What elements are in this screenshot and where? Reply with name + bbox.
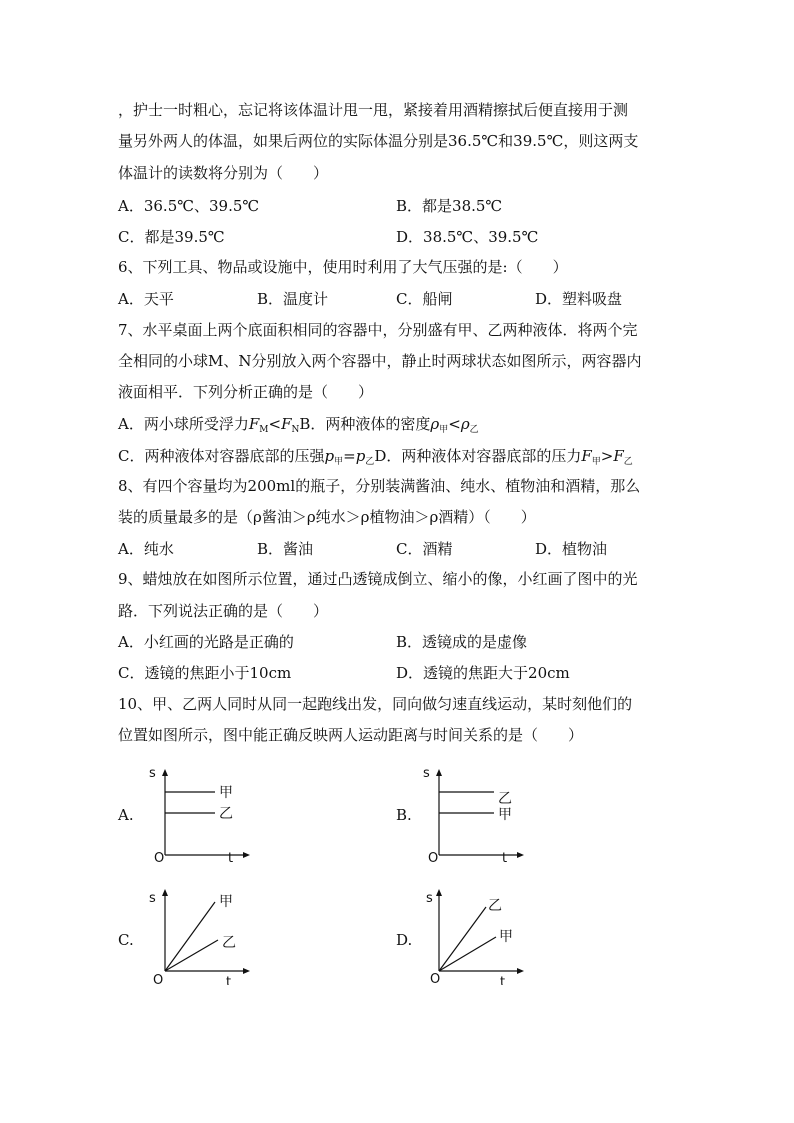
q10-line-1: 10、甲、乙两人同时从同一起跑线出发，同向做匀速直线运动，某时刻他们的 [118, 695, 633, 713]
q7-force-symbol-2: F [281, 415, 292, 433]
graph-b [414, 765, 534, 865]
q9-option-a: A．小红画的光路是正确的 [118, 633, 294, 651]
graph-d-x-label: t [500, 975, 506, 985]
graph-c [140, 885, 260, 985]
q9-line-1: 9、蜡烛放在如图所示位置，通过凸透镜成倒立、缩小的像，小红画了图中的光 [118, 570, 638, 588]
q8-option-c: C．酒精 [396, 540, 453, 558]
graph-a-lower-label: 乙 [219, 806, 233, 822]
q8-option-a: A．纯水 [118, 540, 174, 558]
q7-sub-jia-c: 甲 [334, 457, 344, 467]
q7-line-3: 液面相平．下列分析正确的是（ ） [118, 383, 374, 401]
graph-a-y-label: s [149, 766, 156, 781]
graph-d-upper-label: 乙 [488, 898, 502, 914]
graph-a-x-label: t [228, 851, 234, 865]
graph-b-lower-label: 甲 [498, 807, 512, 823]
graph-b-y-arrow [436, 769, 442, 776]
q7-option-ab [118, 414, 479, 440]
q9-line-2: 路．下列说法正确的是（ ） [118, 602, 329, 620]
q7-option-cd [118, 446, 633, 472]
q5-line-3: 体温计的读数将分别为（ ） [118, 164, 329, 182]
q7-pressure-symbol-2: p [355, 447, 366, 465]
q5-option-c: C．都是39.5℃ [118, 228, 225, 246]
graph-c-upper-line [165, 902, 215, 971]
q5-line-1: ，护士一时粗心，忘记将该体温计甩一甩，紧接着用酒精擦拭后便直接用于测 [118, 101, 629, 119]
graph-c-origin: O [153, 973, 164, 985]
graph-b-x-label: t [502, 851, 508, 865]
q7-equals: = [343, 447, 356, 465]
q5-option-d: D．38.5℃、39.5℃ [396, 228, 539, 246]
q7-greater-than: > [600, 447, 614, 465]
q6-option-a: A．天平 [118, 290, 174, 308]
graph-d-upper-line [439, 907, 486, 971]
graph-c-lower-label: 乙 [222, 935, 236, 951]
q7-sub-n: N [291, 425, 300, 435]
graph-d-y-label: s [426, 891, 433, 906]
q7-line-2: 全相同的小球M、N分别放入两个容器中，静止时两球状态如图所示，两容器内 [118, 352, 642, 370]
graph-a-y-arrow [162, 769, 168, 776]
q6-option-d: D．塑料吸盘 [535, 290, 623, 308]
graph-d [414, 885, 534, 985]
q7-option-c-text: C．两种液体对容器底部的压强 [118, 447, 325, 465]
q7-less-than-2: < [448, 415, 461, 433]
graph-a-upper-label: 甲 [219, 785, 233, 801]
graph-b-x-arrow [517, 852, 524, 858]
q9-option-d: D．透镜的焦距大于20cm [396, 664, 570, 682]
graph-a [140, 765, 260, 865]
q6-stem: 6、下列工具、物品或设施中，使用时利用了大气压强的是:（ ） [118, 258, 568, 276]
q7-pressure-symbol: p [324, 447, 335, 465]
q7-rho-symbol-2: ρ [460, 415, 470, 433]
graph-a-origin: O [154, 851, 165, 865]
graph-c-x-label: t [226, 975, 232, 985]
q10-line-2: 位置如图所示，图中能正确反映两人运动距离与时间关系的是（ ） [118, 726, 584, 744]
q6-option-b: B．温度计 [257, 290, 329, 308]
q5-option-b: B．都是38.5℃ [396, 197, 503, 215]
graph-c-y-arrow [162, 889, 168, 896]
q7-option-a-text: A．两小球所受浮力 [118, 415, 249, 433]
q7-sub-yi-d: 乙 [623, 457, 633, 467]
graph-c-upper-label: 甲 [219, 894, 233, 910]
q9-option-b: B．透镜成的是虚像 [396, 633, 528, 651]
q7-sub-yi: 乙 [469, 425, 479, 435]
graph-b-label: B. [396, 806, 412, 824]
q7-rho-symbol: ρ [430, 415, 440, 433]
q7-line-1: 7、水平桌面上两个底面积相同的容器中，分别盛有甲、乙两种液体．将两个完 [118, 321, 638, 339]
graph-c-x-arrow [243, 968, 250, 974]
q7-sub-m: M [259, 425, 269, 435]
q8-line-1: 8、有四个容量均为200ml的瓶子，分别装满酱油、纯水、植物油和酒精，那么 [118, 477, 641, 495]
graph-d-lower-line [439, 937, 496, 971]
graph-b-y-label: s [423, 766, 430, 781]
q5-option-a: A．36.5℃、39.5℃ [118, 197, 260, 215]
graph-d-label: D. [396, 931, 413, 949]
graph-b-upper-label: 乙 [498, 791, 512, 807]
graph-c-y-label: s [149, 891, 156, 906]
graph-d-origin: O [430, 972, 441, 985]
graph-d-x-arrow [517, 968, 524, 974]
graph-d-lower-label: 甲 [499, 929, 513, 945]
graph-a-x-arrow [243, 852, 250, 858]
q7-sub-jia-d: 甲 [591, 457, 601, 467]
q8-option-b: B．酱油 [257, 540, 314, 558]
graph-b-origin: O [428, 851, 439, 865]
graph-d-y-arrow [436, 889, 442, 896]
q5-line-2: 量另外两人的体温，如果后两位的实际体温分别是36.5℃和39.5℃，则这两支 [118, 132, 639, 150]
q6-option-c: C．船闸 [396, 290, 453, 308]
q7-sub-jia: 甲 [439, 425, 449, 435]
graph-a-label: A. [118, 806, 134, 824]
q7-option-b-text: B．两种液体的密度 [299, 415, 431, 433]
q9-option-c: C．透镜的焦距小于10cm [118, 664, 292, 682]
q7-option-d-text: D．两种液体对容器底部的压力 [374, 447, 582, 465]
q7-force-symbol: F [248, 415, 260, 433]
q8-line-2: 装的质量最多的是（ρ酱油＞ρ纯水＞ρ植物油＞ρ酒精）（ ） [118, 508, 536, 526]
q7-less-than: < [268, 415, 282, 433]
q7-sub-yi-c: 乙 [365, 457, 375, 467]
graph-c-lower-line [165, 940, 218, 971]
q8-option-d: D．植物油 [535, 540, 608, 558]
q7-force-symbol-d: F [581, 447, 592, 465]
graph-c-label: C. [118, 931, 134, 949]
q7-force-symbol-d2: F [613, 447, 624, 465]
